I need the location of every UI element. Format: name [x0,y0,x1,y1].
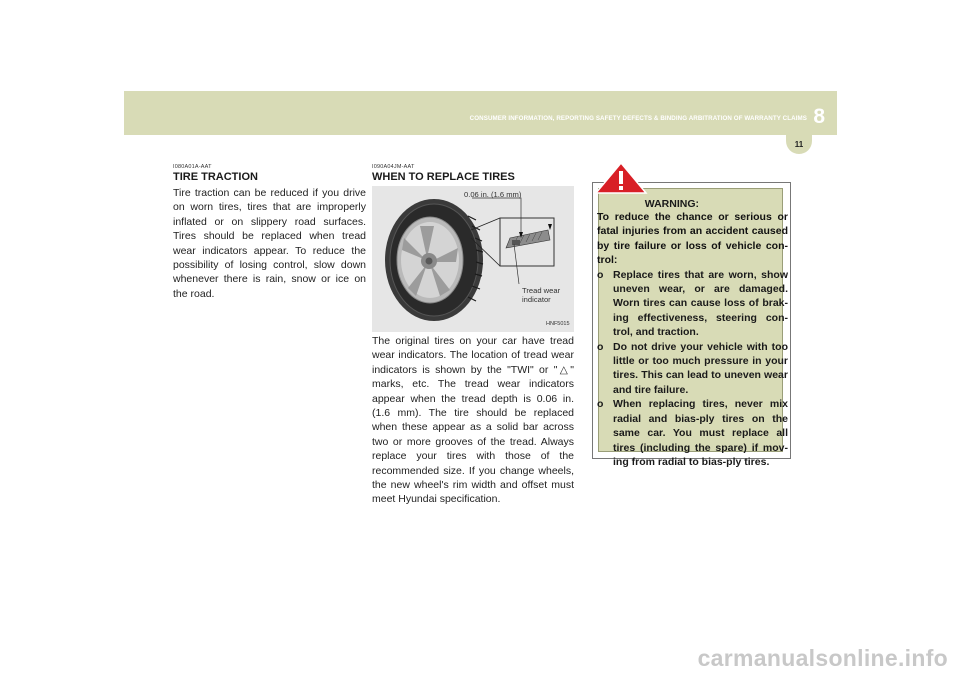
watermark: carmanualsonline.info [697,645,948,671]
warning-intro: To reduce the chance or serious or fatal injuries from an accident caused by tire failure or loss of vehicle con-trol: [597,211,788,267]
chapter-number: 8 [813,105,825,128]
tire-drawing [372,186,574,332]
tire-illustration [372,186,574,332]
tire-traction-section [173,164,366,301]
bullet: o [597,398,604,411]
dimension-label: 0.06 in. (1.6 mm) [464,190,522,199]
warning-list [597,268,788,470]
indicator-label-line1: Tread wear [522,286,561,295]
indicator-label-line2: indicator [522,295,551,304]
warning-item: o Replace tires that are worn, show uneven wear, or are damaged. Worn tires can cause loss of brak-ing effectiveness, steering con-trol, and traction. [597,268,788,339]
section-code: I090A04JM-AAT [372,164,415,170]
section-heading: TIRE TRACTION [173,171,258,183]
figure-code: HNF5015 [546,321,570,327]
bullet: o [597,340,604,353]
hub-cap [426,258,433,265]
warning-item: o Do not drive your vehicle with too little or too much pressure in your tires. This can lead to uneven wear and tire failure. [597,340,788,396]
section-body: The original tires on your car have tread wear indicators. The location of tread wear indicators is shown by the "TWI" or "△" marks, etc. The tread wear indicators appear when the tread depth is 0.06 in. (1.6 mm). The tire should be replaced when these appear as a solid bar across two or more grooves of the tread. Always replace your tires with those of the recommended size. If you change wheels, the new wheel's rim width and offset must meet Hyundai specification. [372,335,574,506]
when-to-replace-section [372,164,574,506]
section-body: Tire traction can be reduced if you drive on worn tires, tires that are improperly inflated or on slippery road surfaces. Tires should be replaced when tread wear indicators appear. To reduce the possibility of losing control, slow down whenever there is rain, snow or ice on the road. [173,187,366,300]
warning-title: WARNING: [644,198,699,210]
warning-content [597,194,788,469]
page-number: 11 [794,140,804,149]
page-number-tab [786,135,812,154]
wear-bar [512,240,520,245]
section-heading: WHEN TO REPLACE TIRES [372,171,515,183]
bullet: o [597,268,604,281]
section-code: I080A01A-AAT [173,164,212,170]
warning-item: o When replacing tires, never mix radial and bias-ply tires on the same car. You must replace all tires (including the spare) if mov-ing from radial to bias-ply tires. [597,398,788,468]
warning-box [592,182,791,468]
header-band [124,91,837,135]
chapter-title: CONSUMER INFORMATION, REPORTING SAFETY DEFECTS & BINDING ARBITRATION OF WARRANTY CLAIMS [469,115,807,122]
warning-triangle-icon [590,161,652,195]
